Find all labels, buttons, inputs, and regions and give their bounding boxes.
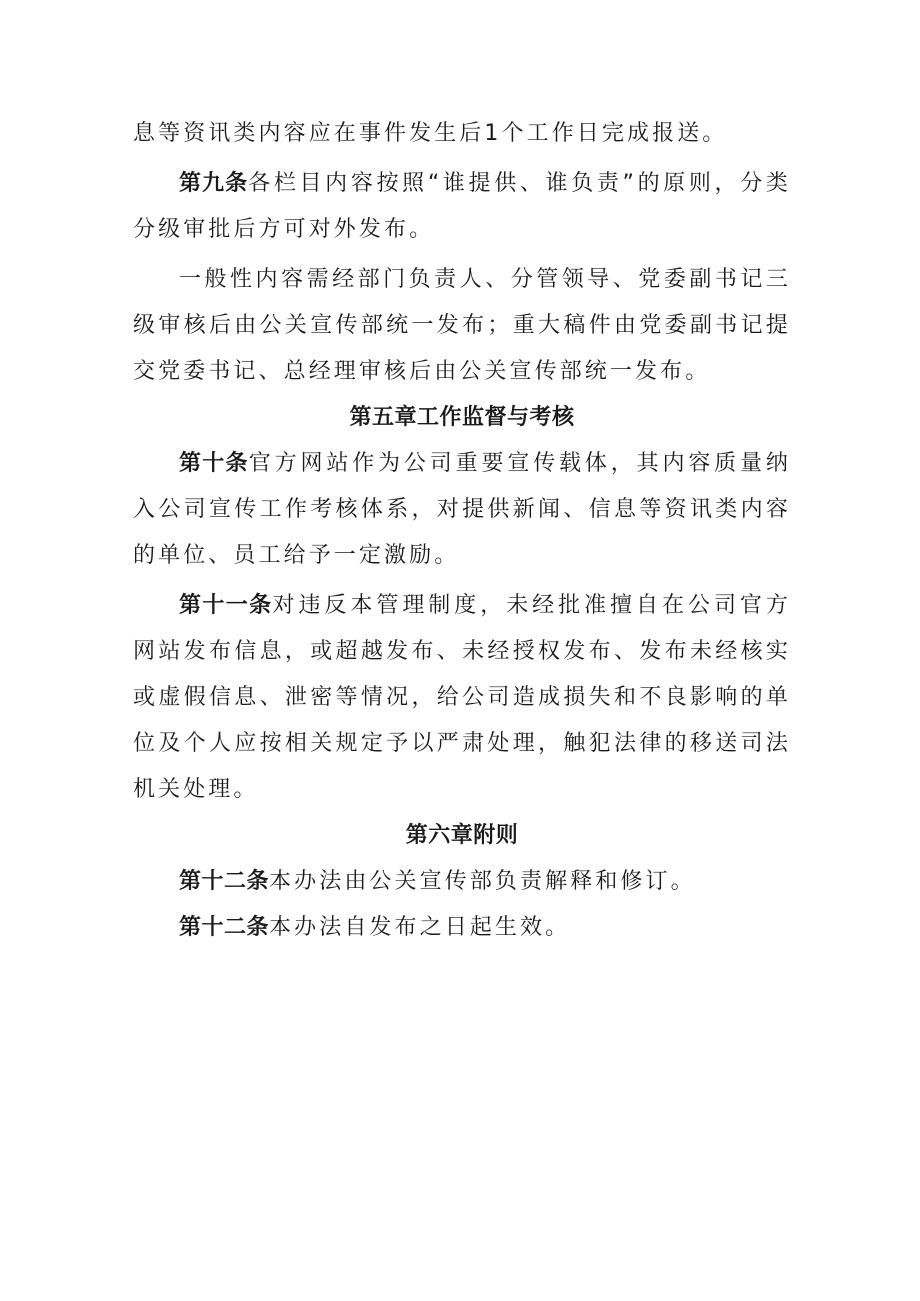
document-page: [133, 111, 791, 951]
paragraph-review-process: [133, 257, 791, 395]
article-9: [133, 161, 791, 253]
article-label: 第十一条: [179, 593, 273, 618]
article-12b: [133, 905, 791, 951]
chapter-5-title: 第五章工作监督与考核: [349, 405, 575, 430]
article-12a: [133, 859, 791, 905]
article-text: 本办法由公关宣传部负责解释和修订。: [269, 869, 696, 894]
paragraph-text: 息等资讯类内容应在事件发生后1个工作日完成报送。: [133, 121, 728, 146]
chapter-6-title: 第六章附则: [405, 823, 519, 848]
article-text: 各栏目内容按照“谁提供、谁负责”的原则，分类分级审批后方可对外发布。: [133, 171, 791, 242]
article-label: 第十条: [179, 451, 249, 476]
article-label: 第九条: [179, 171, 249, 196]
article-10: [133, 441, 791, 579]
article-11: [133, 583, 791, 813]
article-label: 第十二条: [179, 915, 270, 940]
article-label: 第十二条: [179, 869, 270, 894]
article-text: 官方网站作为公司重要宣传载体，其内容质量纳入公司宣传工作考核体系，对提供新闻、信息等资讯类内容的单位、员工给予一定激励。: [133, 451, 791, 568]
paragraph-continuation: [133, 111, 791, 157]
article-text: 对违反本管理制度，未经批准擅自在公司官方网站发布信息，或超越发布、未经授权发布、发布未经核实或虚假信息、泄密等情况，给公司造成损失和不良影响的单位及个人应按相关规定予以严肃处理，触犯法律的移送司法机关处理。: [133, 593, 791, 802]
paragraph-text: 一般性内容需经部门负责人、分管领导、党委副书记三级审核后由公关宣传部统一发布；重大稿件由党委副书记提交党委书记、总经理审核后由公关宣传部统一发布。: [133, 267, 791, 384]
article-text: 本办法自发布之日起生效。: [269, 915, 571, 940]
